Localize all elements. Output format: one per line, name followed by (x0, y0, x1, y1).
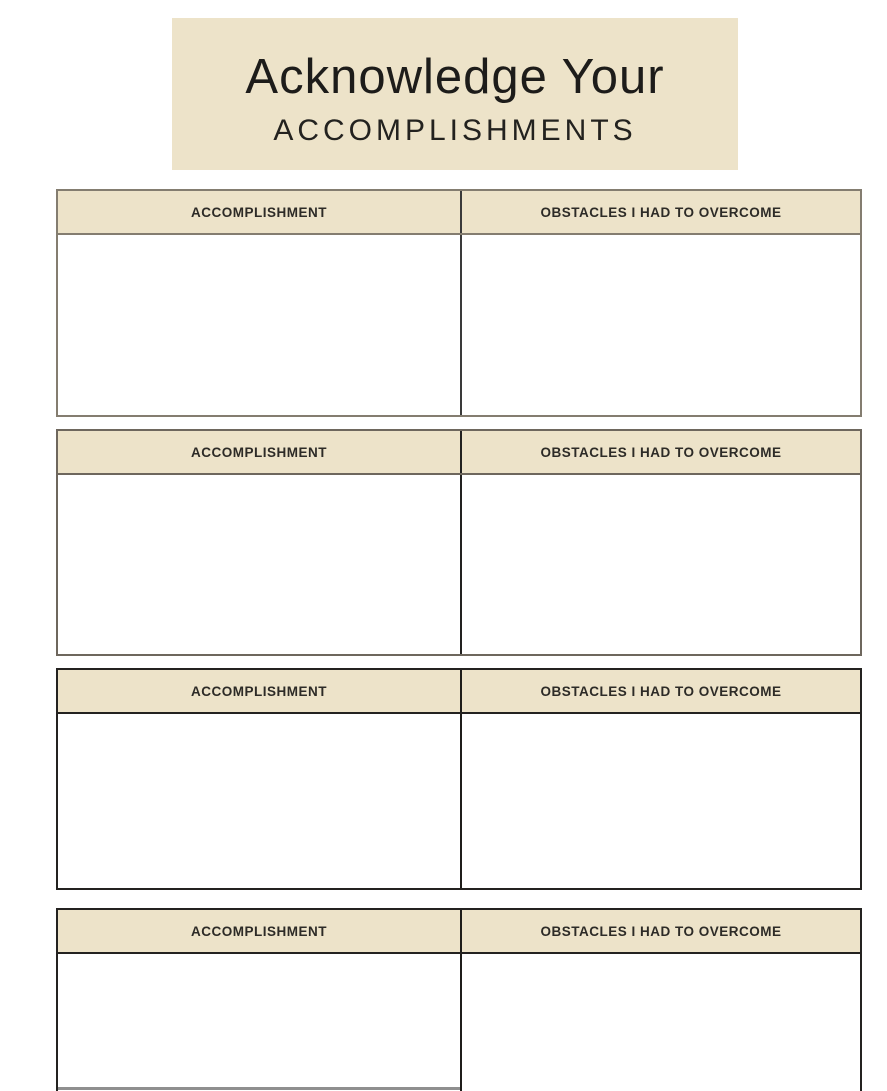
table-3-header-accomplishment: ACCOMPLISHMENT (191, 683, 327, 699)
table-1-accomplishment-cell (58, 235, 460, 415)
table-1-body-row (56, 235, 862, 417)
table-3-accomplishment-cell (58, 714, 460, 888)
table-1-header-obstacles: OBSTACLES I HAD TO OVERCOME (460, 191, 860, 233)
page-title: Acknowledge Your (245, 49, 665, 104)
accomplishment-table-4 (56, 908, 862, 1091)
table-4-header-obstacles: OBSTACLES I HAD TO OVERCOME (460, 910, 860, 952)
table-4-header-accomplishment: ACCOMPLISHMENT (191, 923, 327, 939)
table-2-header-obstacles: OBSTACLES I HAD TO OVERCOME (460, 431, 860, 473)
accomplishment-table-3 (56, 668, 862, 890)
table-2-body-row (56, 475, 862, 656)
table-4-header-row (56, 908, 862, 954)
page-subtitle: ACCOMPLISHMENTS (273, 114, 637, 148)
table-4-body-row (56, 954, 862, 1091)
accomplishment-table-1 (56, 189, 862, 417)
table-3-header-row (56, 668, 862, 714)
accomplishment-table-2 (56, 429, 862, 656)
page-cut-artifact (58, 1087, 460, 1090)
table-4-accomplishment-cell (58, 954, 460, 1091)
table-2-header-row (56, 429, 862, 475)
table-3-body-row (56, 714, 862, 890)
table-2-obstacles-cell (460, 475, 860, 654)
table-3-obstacles-cell (460, 714, 860, 888)
table-3-header-obstacles: OBSTACLES I HAD TO OVERCOME (460, 670, 860, 712)
table-2-accomplishment-cell (58, 475, 460, 654)
title-box (172, 18, 738, 170)
table-1-header-row (56, 189, 862, 235)
table-2-header-accomplishment: ACCOMPLISHMENT (191, 444, 327, 460)
table-4-obstacles-cell (460, 954, 860, 1091)
table-1-header-accomplishment: ACCOMPLISHMENT (191, 204, 327, 220)
table-1-obstacles-cell (460, 235, 860, 415)
